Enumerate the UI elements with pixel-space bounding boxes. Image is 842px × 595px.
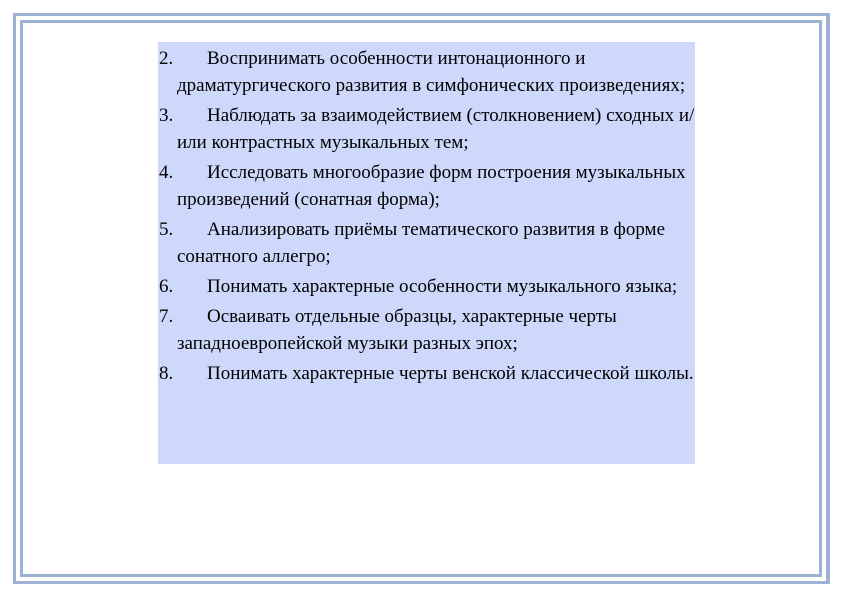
slide-frame-shadow-right <box>827 13 830 584</box>
list-item-text: Исследовать многообразие форм построения музыкальных произведений (сонатная форма); <box>177 162 686 210</box>
numbered-list <box>158 42 695 464</box>
slide-frame-shadow-bottom <box>13 581 830 584</box>
list-item-number: 7. <box>159 306 174 327</box>
list-item-text: Воспринимать особенности интонационного и драматургического развития в симфонических произведениях; <box>177 48 686 96</box>
list-item <box>158 159 695 213</box>
list-item-text: Осваивать отдельные образцы, характерные черты западноевропейской музыки разных эпох; <box>177 306 617 354</box>
list-item-text: Наблюдать за взаимодействием (столкновением) сходных и/или контрастных музыкальных тем; <box>177 105 695 153</box>
list-item <box>158 102 695 156</box>
list-item <box>158 273 695 300</box>
list-item-text: Понимать характерные черты венской классической школы. <box>207 363 694 384</box>
list-item <box>158 360 695 387</box>
list-item-text: Анализировать приёмы тематического развития в форме сонатного аллегро; <box>177 219 666 267</box>
list-item-number: 4. <box>159 162 174 183</box>
list-item <box>158 303 695 357</box>
list-item <box>158 216 695 270</box>
list-item-number: 5. <box>159 219 174 240</box>
list-item-number: 3. <box>159 105 174 126</box>
list-item-text: Понимать характерные особенности музыкального языка; <box>207 276 678 297</box>
list-item <box>158 45 695 99</box>
list-item-number: 8. <box>159 363 174 384</box>
list-item-number: 6. <box>159 276 174 297</box>
list-item-number: 2. <box>159 48 174 69</box>
